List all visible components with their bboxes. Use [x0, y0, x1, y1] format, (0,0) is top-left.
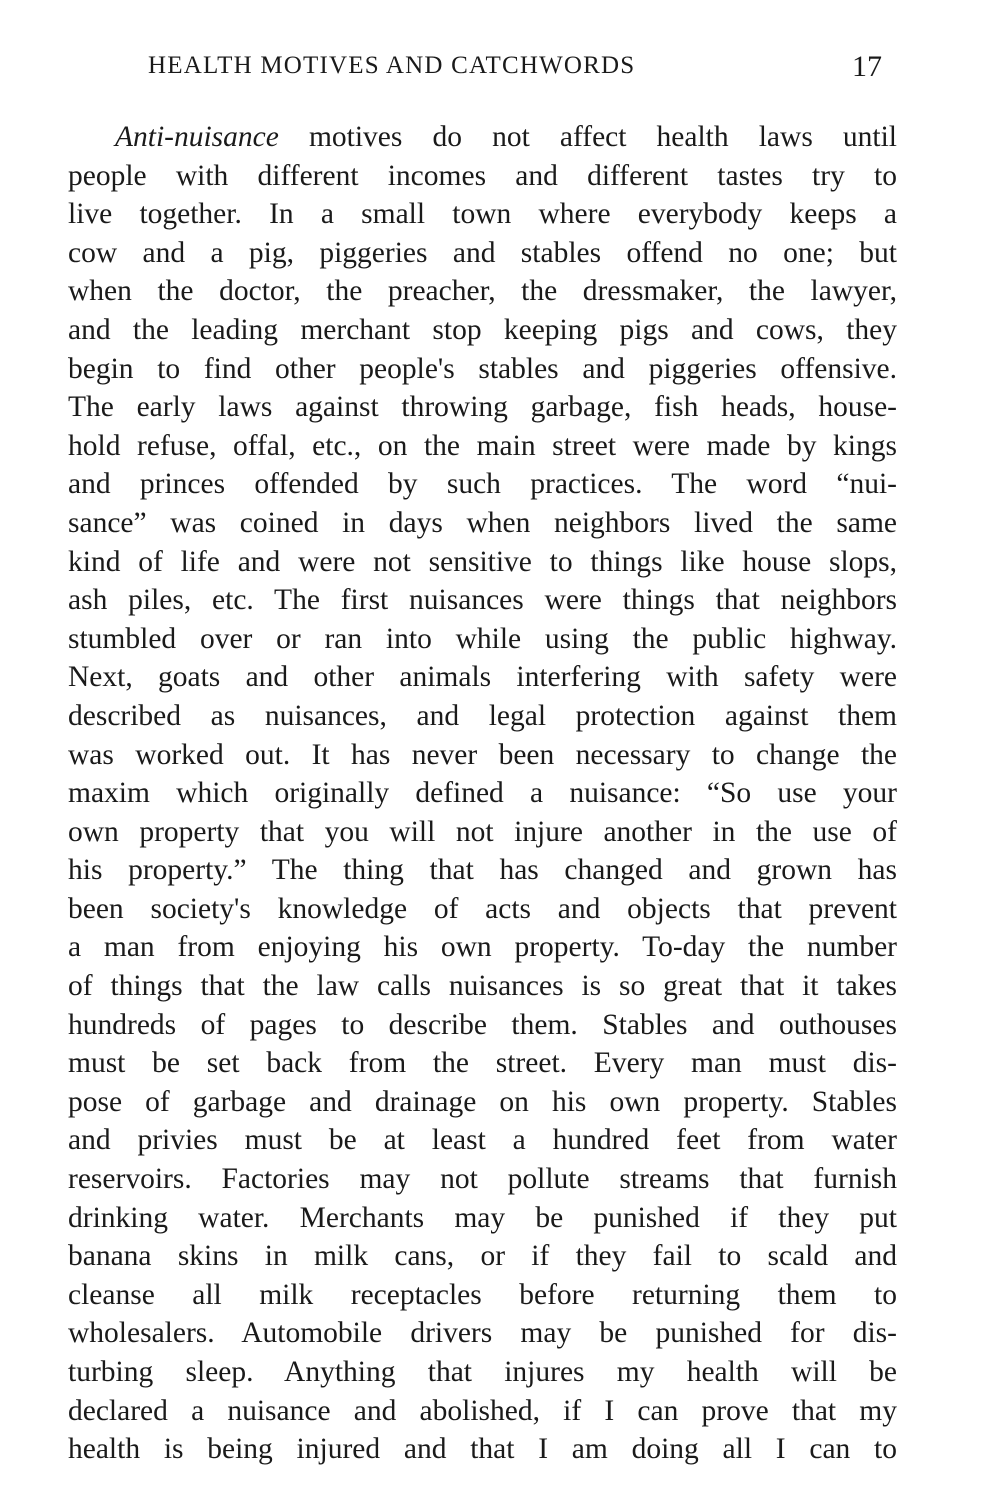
text-line	[68, 118, 897, 157]
running-header: HEALTH MOTIVES AND CATCHWORDS	[148, 52, 636, 79]
text-line: hold refuse, offal, etc., on the main street were made by kings	[68, 429, 897, 462]
text-line: health is being injured and that I am doing all I can to	[68, 1433, 897, 1466]
text-line: hundreds of pages to describe them. Stables and outhouses	[68, 1008, 897, 1041]
text-line: was worked out. It has never been necessary to change the	[68, 738, 897, 771]
text-line: and princes offended by such practices. The word “nui-	[68, 468, 897, 501]
text-line: a man from enjoying his own property. To-day the number	[68, 931, 897, 964]
text-line: own property that you will not injure another in the use of	[68, 815, 897, 848]
text-line: and privies must be at least a hundred feet from water	[68, 1124, 897, 1157]
text-line: cow and a pig, piggeries and stables offend no one; but	[68, 236, 897, 269]
text-line: kind of life and were not sensitive to things like house slops,	[68, 545, 897, 578]
text-line: Next, goats and other animals interfering with safety were	[68, 661, 897, 694]
text-line: maxim which originally defined a nuisance: “So use your	[68, 777, 897, 810]
text-line: his property.” The thing that has changed and grown has	[68, 854, 897, 887]
text-line: must be set back from the street. Every man must dis-	[68, 1047, 897, 1080]
text-line: drinking water. Merchants may be punished if they put	[68, 1201, 897, 1234]
text-line: The early laws against throwing garbage, fish heads, house-	[68, 391, 897, 424]
text-line: people with different incomes and different tastes try to	[68, 159, 897, 192]
text-line: begin to find other people's stables and piggeries offensive.	[68, 352, 897, 385]
page-number: 17	[852, 50, 882, 83]
text-line: sance” was coined in days when neighbors lived the same	[68, 506, 897, 539]
text-line: cleanse all milk receptacles before returning them to	[68, 1278, 897, 1311]
text-line: stumbled over or ran into while using the public highway.	[68, 622, 897, 655]
text-line: wholesalers. Automobile drivers may be punished for dis-	[68, 1317, 897, 1350]
text-line: of things that the law calls nuisances is so great that it takes	[68, 970, 897, 1003]
text-line: live together. In a small town where everybody keeps a	[68, 198, 897, 231]
italic-term: Anti-nuisance	[115, 121, 279, 153]
text-line: pose of garbage and drainage on his own property. Stables	[68, 1085, 897, 1118]
text-line: banana skins in milk cans, or if they fail to scald and	[68, 1240, 897, 1273]
text-line: ash piles, etc. The first nuisances were things that neighbors	[68, 584, 897, 617]
line-rest: motives do not affect health laws until	[278, 121, 897, 153]
text-line: and the leading merchant stop keeping pigs and cows, they	[68, 313, 897, 346]
body-text	[68, 118, 897, 1469]
text-line: reservoirs. Factories may not pollute streams that furnish	[68, 1163, 897, 1196]
text-line: when the doctor, the preacher, the dressmaker, the lawyer,	[68, 275, 897, 308]
text-line: described as nuisances, and legal protection against them	[68, 699, 897, 732]
text-line: been society's knowledge of acts and objects that prevent	[68, 892, 897, 925]
text-line: turbing sleep. Anything that injures my health will be	[68, 1356, 897, 1388]
text-line: declared a nuisance and abolished, if I can prove that my	[68, 1394, 897, 1427]
